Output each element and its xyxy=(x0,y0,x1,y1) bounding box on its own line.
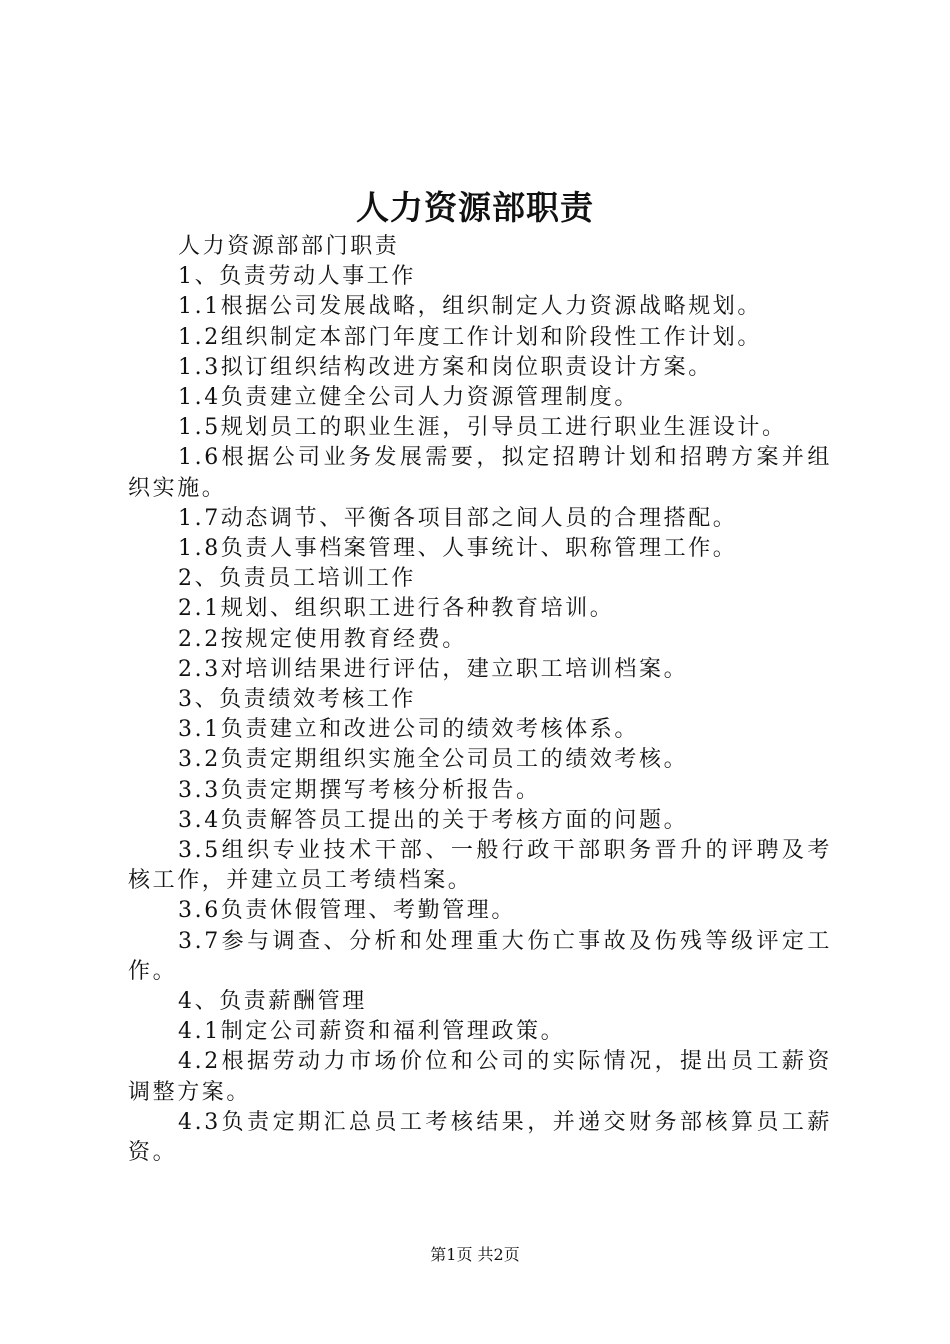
paragraph: 4.1制定公司薪资和福利管理政策。 xyxy=(178,1019,566,1045)
paragraph: 3.7参与调查、分析和处理重大伤亡事故及伤残等级评定工作。 xyxy=(128,928,832,984)
paragraph: 3.2负责定期组织实施全公司员工的绩效考核。 xyxy=(178,747,689,773)
paragraph: 1.6根据公司业务发展需要，拟定招聘计划和招聘方案并组织实施。 xyxy=(128,445,832,501)
paragraph: 3.6负责休假管理、考勤管理。 xyxy=(178,898,516,924)
section-heading: 4、负责薪酬管理 xyxy=(178,989,367,1015)
paragraph: 1.5规划员工的职业生涯，引导员工进行职业生涯设计。 xyxy=(178,415,787,441)
section-heading: 3、负责绩效考核工作 xyxy=(178,687,416,713)
paragraph: 1.2组织制定本部门年度工作计划和阶段性工作计划。 xyxy=(178,324,762,350)
document-body xyxy=(128,232,832,1168)
page-footer: 第1页 共2页 xyxy=(430,1245,520,1264)
paragraph: 1.8负责人事档案管理、人事统计、职称管理工作。 xyxy=(178,536,738,562)
paragraph: 2.1规划、组织职工进行各种教育培训。 xyxy=(178,596,615,622)
paragraph: 4.3负责定期汇总员工考核结果，并递交财务部核算员工薪资。 xyxy=(128,1109,832,1166)
paragraph: 人力资源部部门职责 xyxy=(178,234,400,259)
paragraph: 1.7动态调节、平衡各项目部之间人员的合理搭配。 xyxy=(178,505,738,531)
paragraph: 3.3负责定期撰写考核分析报告。 xyxy=(178,777,541,803)
document-title: 人力资源部职责 xyxy=(356,188,594,227)
paragraph: 2.3对培训结果进行评估，建立职工培训档案。 xyxy=(178,656,689,682)
section-heading: 2、负责员工培训工作 xyxy=(178,566,416,592)
paragraph: 3.4负责解答员工提出的关于考核方面的问题。 xyxy=(178,807,689,833)
paragraph: 1.3拟订组织结构改进方案和岗位职责设计方案。 xyxy=(178,354,713,380)
paragraph: 1.1根据公司发展战略，组织制定人力资源战略规划。 xyxy=(178,294,762,320)
paragraph: 3.1负责建立和改进公司的绩效考核体系。 xyxy=(178,717,639,743)
paragraph: 4.2根据劳动力市场价位和公司的实际情况，提出员工薪资调整方案。 xyxy=(128,1049,832,1105)
paragraph: 3.5组织专业技术干部、一般行政干部职务晋升的评聘及考核工作，并建立员工考绩档案。 xyxy=(128,838,832,894)
paragraph: 1.4负责建立健全公司人力资源管理制度。 xyxy=(178,385,639,411)
section-heading: 1、负责劳动人事工作 xyxy=(178,264,416,290)
paragraph: 2.2按规定使用教育经费。 xyxy=(178,626,467,652)
